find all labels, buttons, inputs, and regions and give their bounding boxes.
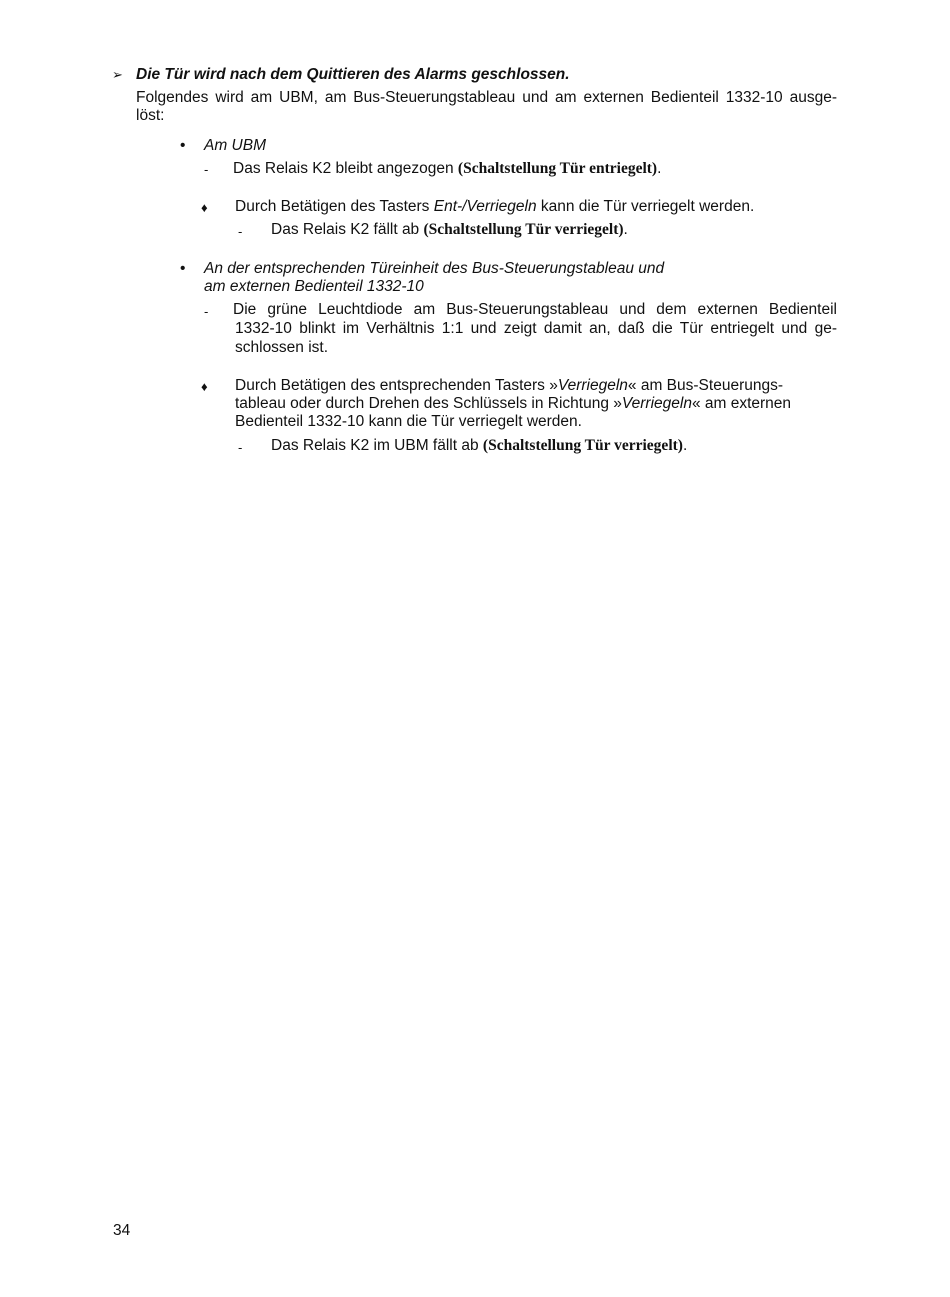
relay-text: Das Relais K2 im UBM fällt ab [271,437,483,454]
ubm-action-text [235,198,754,216]
dash-marker: - [204,162,209,177]
heading-arrow-icon: ➢ [112,67,123,82]
section-heading: Die Tür wird nach dem Quittieren des Alarms geschlossen. [136,66,570,83]
led-status-line-2: 1332-10 blinkt im Verhältnis 1:1 und zeigt damit an, daß die Tür entriegelt und ge- [235,320,837,337]
led-status-line-1: Die grüne Leuchtdiode am Bus-Steuerungstableau und dem externen Bedienteil [233,301,837,318]
section-bus-title-line-1: An der entsprechenden Türeinheit des Bus-Steuerungstableau und [204,260,665,277]
action-text: Durch Betätigen des Tasters [235,198,434,215]
switch-state: (Schaltstellung Tür verriegelt) [482,437,683,454]
bus-action-line-1 [235,377,783,395]
diamond-icon: ♦ [201,200,208,215]
relay-text: Das Relais K2 bleibt angezogen [233,160,458,177]
button-name: Ent-/Verriegeln [433,198,537,215]
period: . [682,437,688,454]
led-status-line-3: schlossen ist. [235,339,329,356]
period: . [623,221,628,238]
switch-state: (Schaltstellung Tür verriegelt) [423,221,624,238]
dash-marker: - [204,304,209,319]
page-number: 34 [113,1222,131,1239]
bus-action-line-3: Bedienteil 1332-10 kann die Tür verriegelt werden. [235,413,582,430]
action-text-end: kann die Tür verriegelt werden. [536,198,755,215]
dash-marker: - [238,440,243,455]
bus-action-line-2 [235,395,791,413]
intro-line-1: Folgendes wird am UBM, am Bus-Steuerungstableau und am externen Bedienteil 1332-10 ausge- [136,89,837,106]
action-text: tableau oder durch Drehen des Schlüssels in Richtung » [235,395,622,412]
diamond-icon: ♦ [201,379,208,394]
ubm-action-result [271,221,628,239]
section-ubm-title: Am UBM [204,137,266,154]
section-bus-title-line-2: am externen Bedienteil 1332-10 [204,278,424,295]
bullet-icon: • [180,137,186,154]
button-name: Verriegeln [557,377,628,394]
relay-text: Das Relais K2 fällt ab [271,221,424,238]
period: . [657,160,662,177]
dash-marker: - [238,224,243,239]
bullet-icon: • [180,260,186,277]
intro-line-2: löst: [136,107,165,124]
key-direction: Verriegeln [621,395,692,412]
bus-action-result [271,437,687,455]
action-text-end: « am Bus-Steuerungs- [627,377,783,394]
action-text-end: « am externen [691,395,792,412]
ubm-relay-status [233,160,661,178]
action-text: Durch Betätigen des entsprechenden Tasters » [235,377,558,394]
switch-state: (Schaltstellung Tür entriegelt) [457,160,658,177]
